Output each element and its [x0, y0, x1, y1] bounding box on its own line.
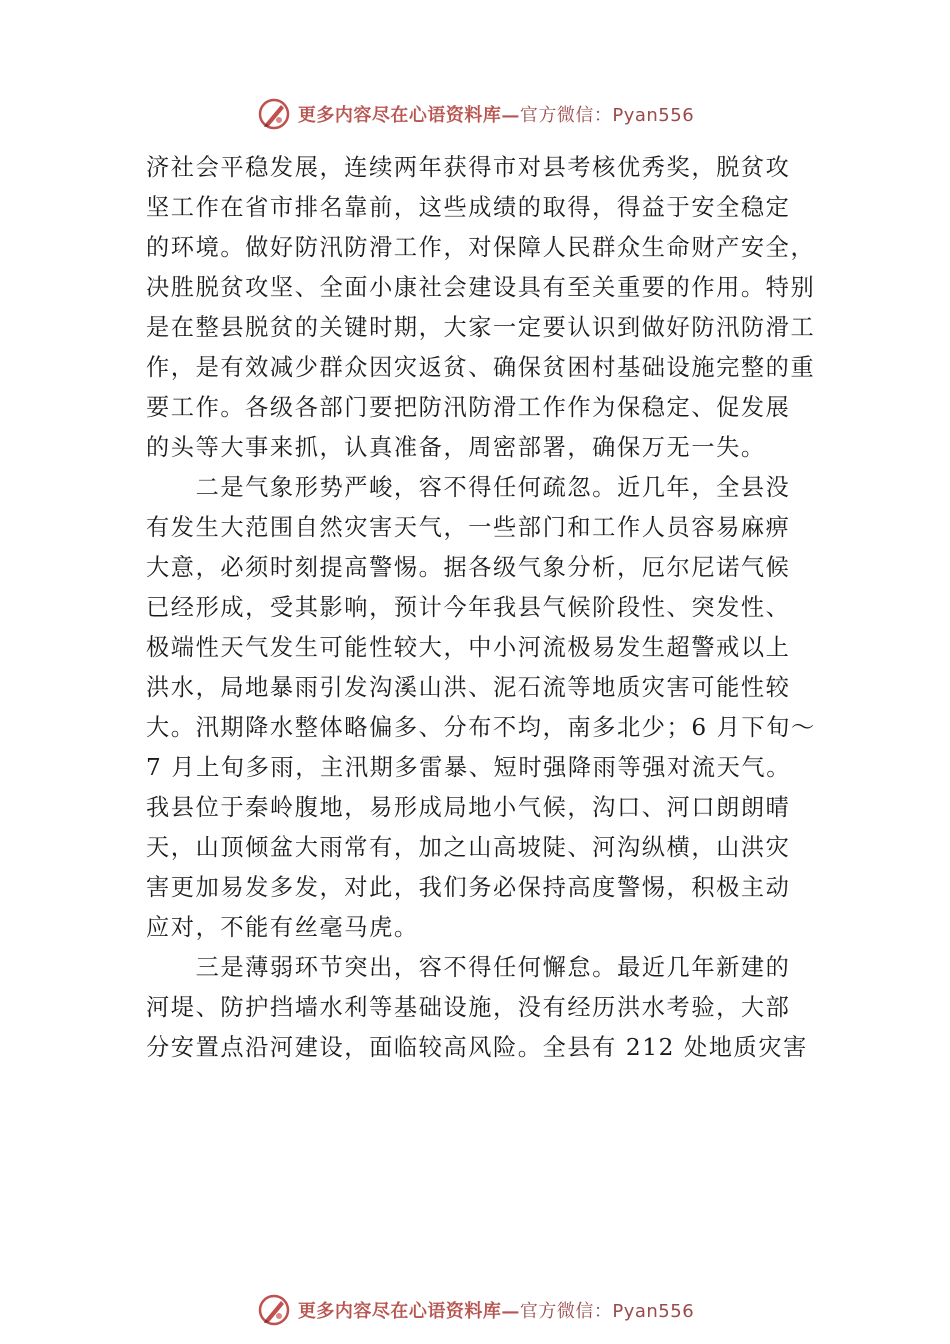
text-line: 决胜脱贫攻坚、全面小康社会建设具有至关重要的作用。特别	[146, 274, 816, 301]
text-line: 洪水，局地暴雨引发沟溪山洪、泥石流等地质灾害可能性较	[146, 674, 791, 701]
text-line: 已经形成，受其影响，预计今年我县气候阶段性、突发性、	[146, 594, 791, 621]
text-line: 三是薄弱环节突出，容不得任何懈怠。最近几年新建的	[146, 954, 791, 981]
footer-separator: —	[501, 1301, 520, 1322]
text-line: 天，山顶倾盆大雨常有，加之山高坡陡、河沟纵横，山洪灾	[146, 834, 791, 861]
pen-logo-icon	[256, 1292, 292, 1328]
header-separator: —	[501, 105, 520, 126]
text-line: 我县位于秦岭腹地，易形成局地小气候，沟口、河口朗朗晴	[146, 794, 791, 821]
text-line: 害更加易发多发，对此，我们务必保持高度警惕，积极主动	[146, 874, 791, 901]
header-watermark	[0, 94, 950, 134]
text-line: 大意，必须时刻提高警惕。据各级气象分析，厄尔尼诺气候	[146, 554, 791, 581]
text-line: 济社会平稳发展，连续两年获得市对县考核优秀奖，脱贫攻	[146, 154, 791, 181]
text-line: 是在整县脱贫的关键时期，大家一定要认识到做好防汛防滑工	[146, 314, 816, 341]
pen-logo-icon	[256, 96, 292, 132]
header-contact: 官方微信：Pyan556	[519, 105, 695, 126]
text-line: 的环境。做好防汛防滑工作，对保障人民群众生命财产安全，	[146, 234, 816, 261]
text-line: 应对，不能有丝毫马虎。	[146, 914, 419, 941]
text-line: 分安置点沿河建设，面临较高风险。全县有 212 处地质灾害	[146, 1034, 808, 1061]
footer-brand: 更多内容尽在心语资料库	[297, 1301, 502, 1322]
footer-contact: 官方微信：Pyan556	[519, 1301, 695, 1322]
text-line: 河堤、防护挡墙水利等基础设施，没有经历洪水考验，大部	[146, 994, 791, 1021]
text-line: 大。汛期降水整体略偏多、分布不均，南多北少；6 月下旬～	[146, 714, 816, 741]
footer-brand-text	[298, 1297, 694, 1323]
document-body	[146, 148, 826, 1068]
text-line: 二是气象形势严峻，容不得任何疏忽。近几年，全县没	[146, 474, 791, 501]
text-line: 作，是有效减少群众因灾返贫、确保贫困村基础设施完整的重	[146, 354, 816, 381]
text-line: 7 月上旬多雨，主汛期多雷暴、短时强降雨等强对流天气。	[146, 754, 792, 781]
text-line: 要工作。各级各部门要把防汛防滑工作作为保稳定、促发展	[146, 394, 791, 421]
header-brand: 更多内容尽在心语资料库	[297, 105, 502, 126]
footer-watermark	[0, 1290, 950, 1330]
header-brand-text	[298, 101, 694, 127]
text-line: 极端性天气发生可能性较大，中小河流极易发生超警戒以上	[146, 634, 791, 661]
text-line: 有发生大范围自然灾害天气，一些部门和工作人员容易麻痹	[146, 514, 791, 541]
text-line: 坚工作在省市排名靠前，这些成绩的取得，得益于安全稳定	[146, 194, 791, 221]
text-line: 的头等大事来抓，认真准备，周密部署，确保万无一失。	[146, 434, 766, 461]
